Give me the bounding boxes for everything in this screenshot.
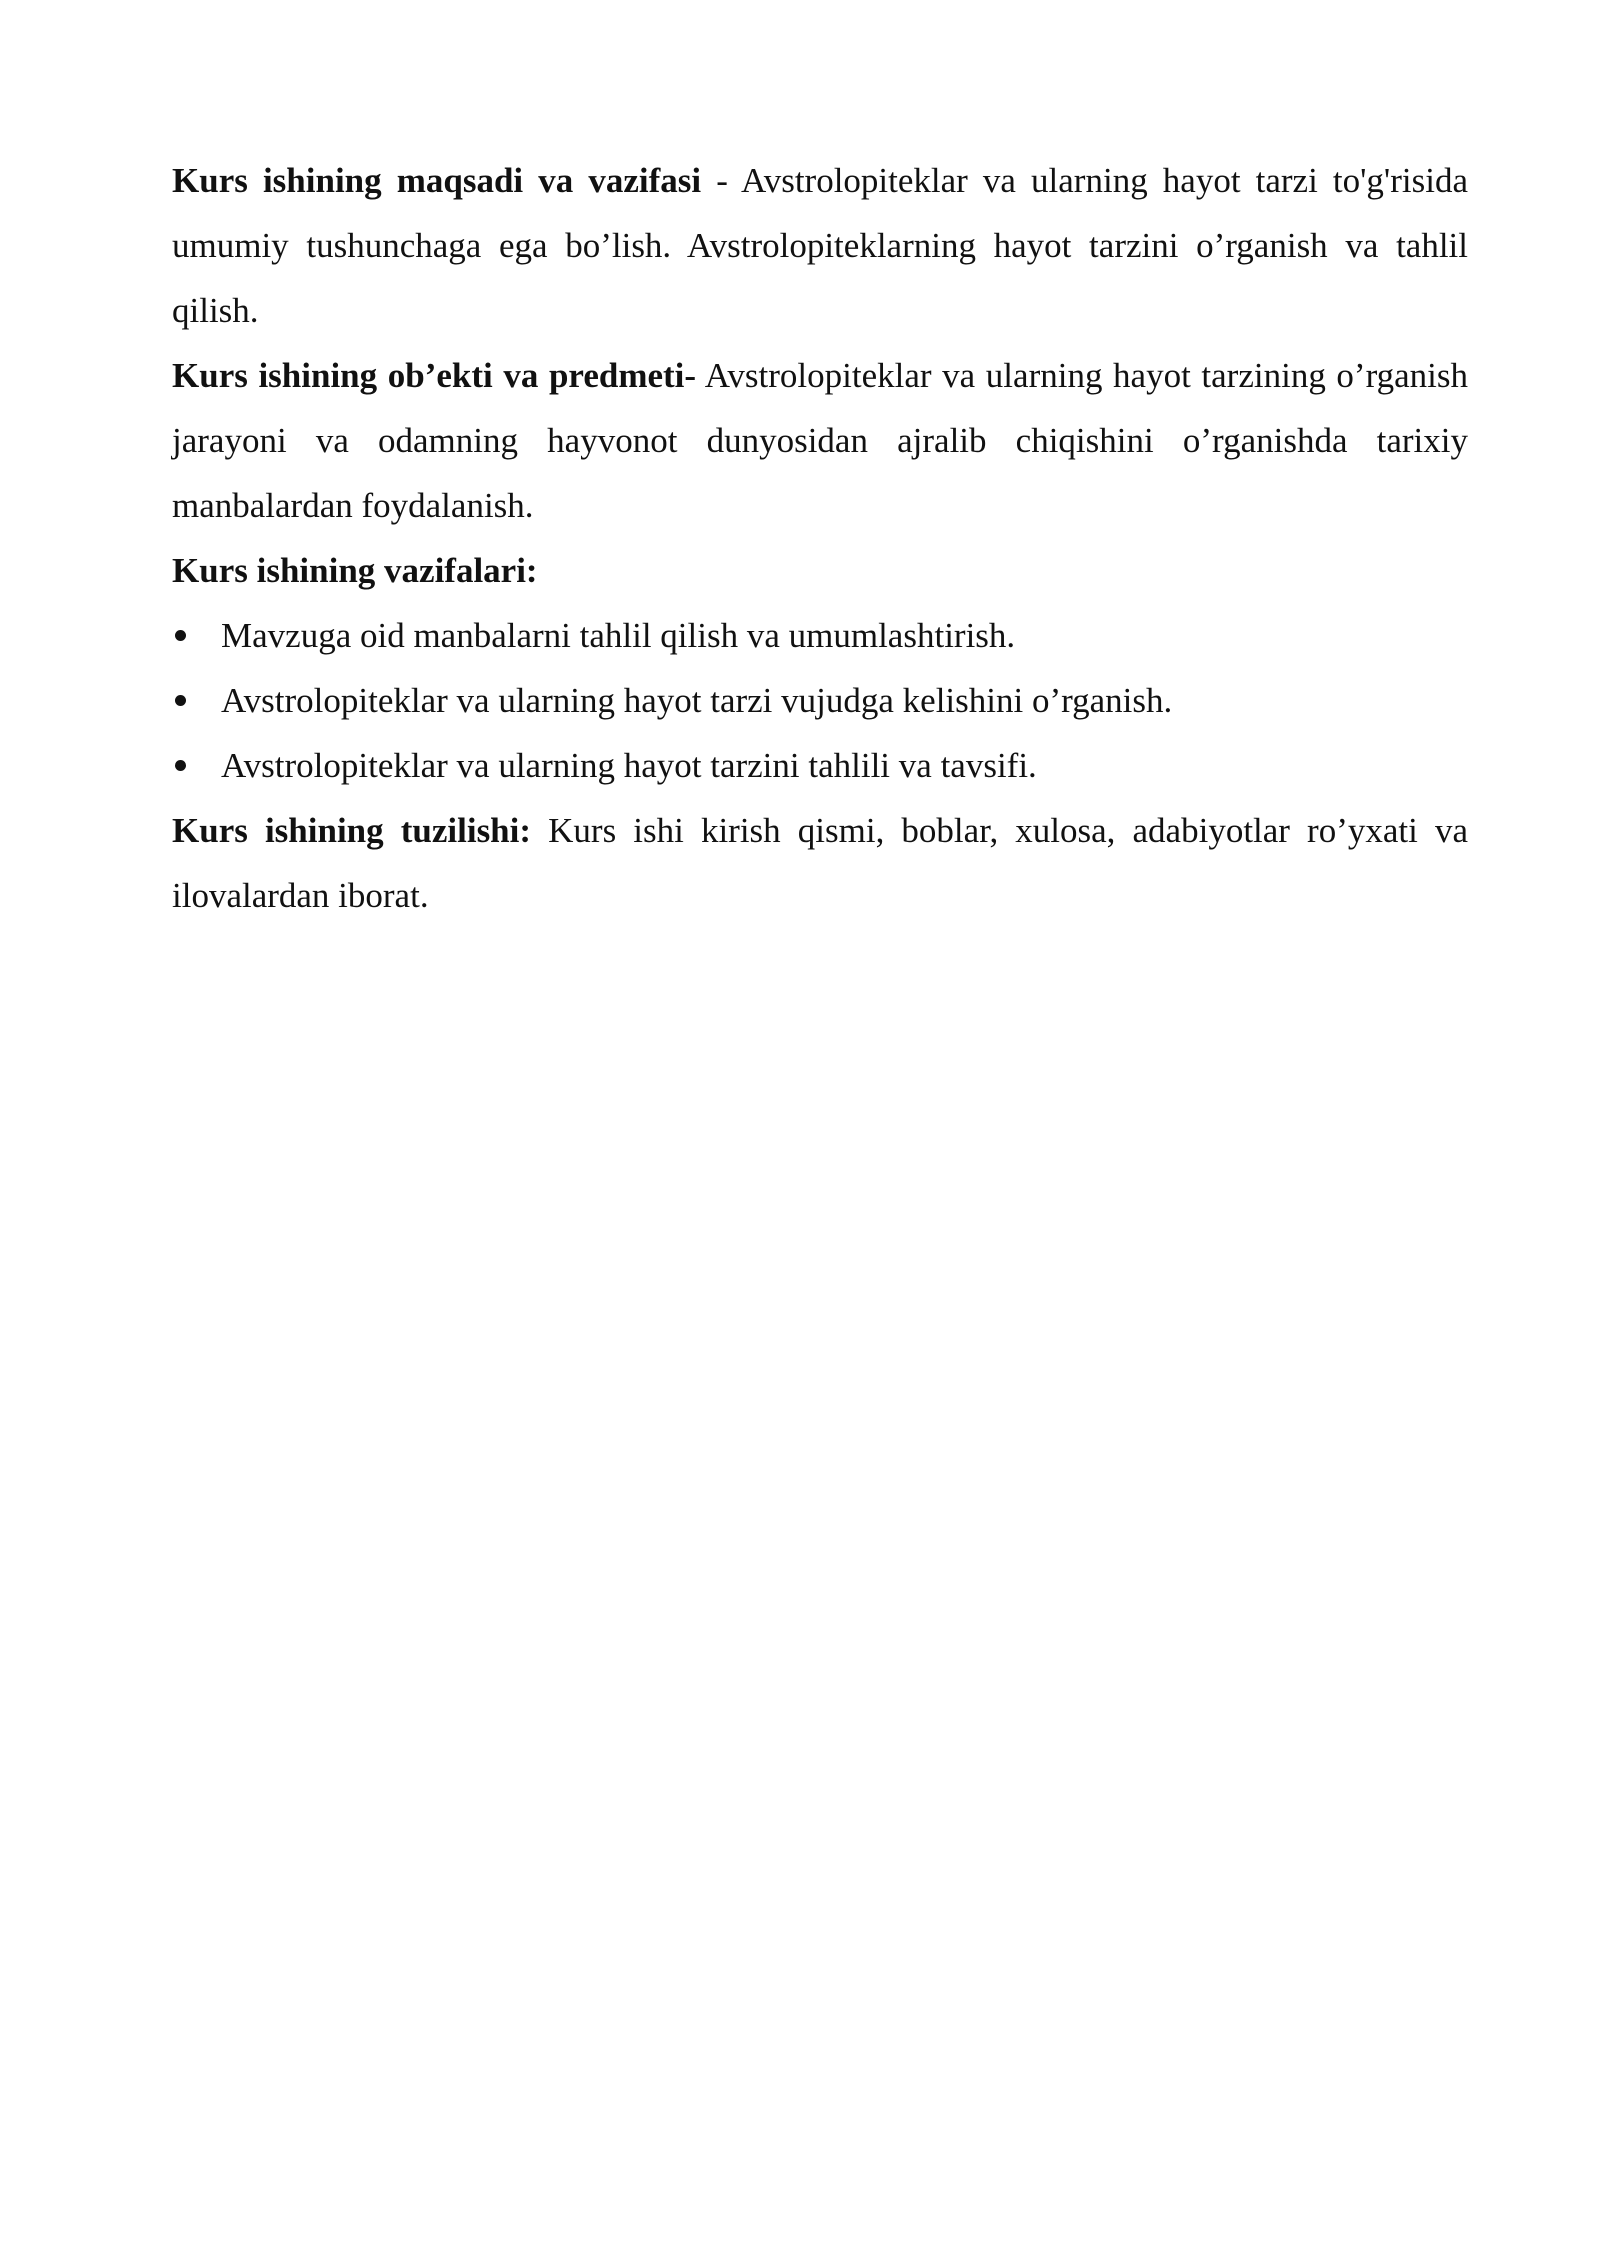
- list-item-text: Avstrolopiteklar va ularning hayot tarzi vujudga kelishini o’rganish.: [221, 681, 1173, 720]
- goal-text: Avstrolopiteklar va ularning hayot tarzi to'g'risida umumiy tushunchaga ega bo’lish. Avstrolopiteklarning hayot tarzini o’rganish va tahlil qilish.: [172, 161, 1468, 330]
- object-label: Kurs ishining ob’ekti va predmeti-: [172, 356, 697, 395]
- tasks-heading: Kurs ishining vazifalari:: [172, 551, 538, 590]
- goal-separator: -: [701, 161, 742, 200]
- goal-paragraph: [172, 148, 1468, 343]
- list-item-text: Mavzuga oid manbalarni tahlil qilish va umumlashtirish.: [221, 616, 1016, 655]
- structure-label: Kurs ishining tuzilishi:: [172, 811, 532, 850]
- goal-label: Kurs ishining maqsadi va vazifasi: [172, 161, 702, 200]
- list-item: [172, 733, 1468, 798]
- object-text: Avstrolopiteklar va ularning hayot tarzining o’rganish jarayoni va odamning hayvonot dunyosidan ajralib chiqishini o’rganishda tarixiy manbalardan foydalanish.: [172, 356, 1468, 525]
- bullet-icon: [175, 630, 186, 641]
- tasks-list: [172, 603, 1468, 798]
- list-item-text: Avstrolopiteklar va ularning hayot tarzini tahlili va tavsifi.: [221, 746, 1037, 785]
- document-body: [172, 148, 1468, 928]
- bullet-icon: [175, 695, 186, 706]
- list-item: [172, 668, 1468, 733]
- object-paragraph: [172, 343, 1468, 538]
- structure-text: Kurs ishi kirish qismi, boblar, xulosa, adabiyotlar ro’yxati va ilovalardan iborat.: [172, 811, 1468, 915]
- list-item: [172, 603, 1468, 668]
- bullet-icon: [175, 760, 186, 771]
- structure-paragraph: [172, 798, 1468, 928]
